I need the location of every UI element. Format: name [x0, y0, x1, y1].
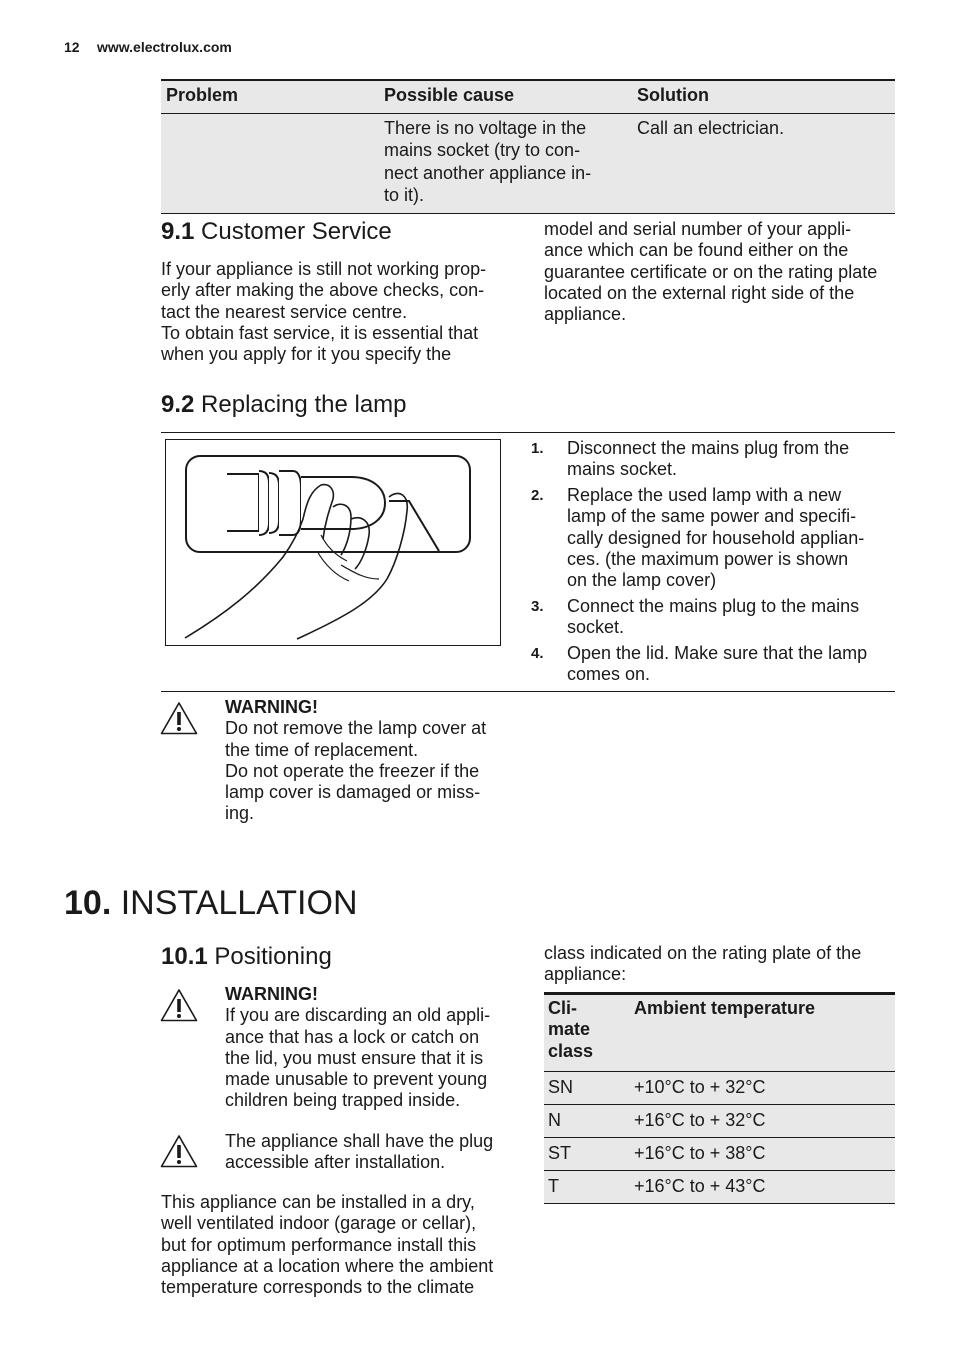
customer-service-text-left: [161, 259, 521, 365]
text-line: If you are discarding an old appli-: [225, 1005, 491, 1026]
text-line: ces. (the maximum power is shown: [567, 548, 849, 569]
section-number: 9.2: [161, 391, 195, 418]
text-line: There is no voltage in the: [384, 118, 587, 138]
section-number: 10.1: [161, 943, 208, 970]
website-url: www.electrolux.com: [97, 39, 232, 55]
cell-cause: [384, 117, 624, 206]
text-line: appliance:: [544, 964, 627, 985]
text-line: appliance at a location where the ambient: [161, 1255, 494, 1276]
text-line: This appliance can be installed in a dry,: [161, 1192, 475, 1212]
warning-triangle-icon: [160, 701, 198, 735]
text-line: ance that has a lock or catch on: [225, 1026, 480, 1047]
text-line: Cli-: [548, 998, 577, 1018]
text-line: cally designed for household applian-: [567, 527, 865, 548]
chapter-title: INSTALLATION: [120, 884, 358, 922]
cell-class: T: [548, 1176, 559, 1196]
text-line: appliance.: [544, 304, 627, 325]
text-line: model and serial number of your appli-: [544, 219, 852, 239]
list-item: [531, 596, 891, 639]
text-line: class indicated on the rating plate of the: [544, 943, 862, 963]
text-line: nect another appliance in-: [384, 162, 592, 183]
text-line: To obtain fast service, it is essential that: [161, 322, 479, 343]
text-line: mains socket.: [567, 459, 678, 480]
text-line: on the lamp cover): [567, 570, 717, 591]
section-heading-10-1: [161, 943, 332, 971]
text-line: the time of replacement.: [225, 739, 419, 760]
cell-class: SN: [548, 1077, 574, 1097]
text-line: located on the external right side of the: [544, 282, 855, 303]
text-line: erly after making the above checks, con-: [161, 280, 485, 301]
section-rule: [161, 691, 895, 692]
text-line: Open the lid. Make sure that the lamp: [567, 643, 868, 664]
column-header-climate-class: [548, 998, 593, 1062]
text-line: Replace the used lamp with a new: [567, 485, 842, 506]
chapter-number: 10.: [64, 884, 112, 922]
section-number: 9.1: [161, 218, 195, 245]
lamp-replacement-illustration: [165, 439, 501, 646]
step-number: 2.: [531, 487, 544, 505]
text-line: mate: [548, 1019, 591, 1040]
text-line: comes on.: [567, 664, 651, 685]
list-item: [531, 643, 891, 686]
plug-note: [225, 1131, 525, 1174]
cell-temperature: +10°C to + 32°C: [634, 1077, 766, 1097]
list-item: [531, 438, 891, 481]
text-line: children being trapped inside.: [225, 1090, 461, 1111]
column-header-problem: Problem: [166, 85, 239, 105]
text-line: lamp of the same power and specifi-: [567, 506, 857, 527]
warning-triangle-icon: [160, 988, 198, 1022]
caution-triangle-icon: [160, 1134, 198, 1168]
warning-title: WARNING!: [225, 697, 318, 717]
section-title: Replacing the lamp: [201, 391, 407, 418]
column-header-ambient-temperature: Ambient temperature: [634, 998, 816, 1018]
column-header-cause: Possible cause: [384, 85, 515, 105]
table-header-row: [161, 81, 895, 114]
positioning-warning: [225, 984, 525, 1112]
warning-title: WARNING!: [225, 984, 318, 1004]
page-number: 12: [64, 39, 80, 55]
section-heading-9-2: [161, 391, 407, 419]
cell-solution: Call an electrician.: [637, 118, 785, 138]
section-rule: [161, 432, 895, 433]
text-line: class: [548, 1040, 594, 1061]
step-number: 3.: [531, 598, 544, 616]
replacement-steps-list: [531, 438, 891, 690]
cell-class: N: [548, 1110, 561, 1130]
step-number: 4.: [531, 645, 544, 663]
text-line: to it).: [384, 184, 425, 205]
text-line: mains socket (try to con-: [384, 140, 581, 161]
text-line: but for optimum performance install this: [161, 1234, 477, 1255]
text-line: tact the nearest service centre.: [161, 301, 408, 322]
cell-temperature: +16°C to + 38°C: [634, 1143, 766, 1163]
text-line: Connect the mains plug to the mains: [567, 596, 860, 617]
step-number: 1.: [531, 440, 544, 457]
text-line: Do not remove the lamp cover at: [225, 718, 487, 739]
chapter-heading: [64, 884, 358, 923]
text-line: lamp cover is damaged or miss-: [225, 782, 481, 803]
text-line: temperature corresponds to the climate: [161, 1277, 475, 1298]
section-title: Positioning: [214, 943, 332, 970]
text-line: ing.: [225, 803, 255, 824]
text-line: The appliance shall have the plug: [225, 1131, 494, 1151]
column-header-solution: Solution: [637, 85, 709, 105]
lamp-warning: [225, 697, 525, 825]
cell-temperature: +16°C to + 43°C: [634, 1176, 766, 1196]
cell-temperature: +16°C to + 32°C: [634, 1110, 766, 1130]
text-line: If your appliance is still not working prop-: [161, 259, 487, 279]
section-title: Customer Service: [201, 218, 392, 245]
positioning-text-left: [161, 1192, 521, 1298]
positioning-text-right: [544, 943, 904, 986]
text-line: made unusable to prevent young: [225, 1069, 488, 1090]
text-line: well ventilated indoor (garage or cellar),: [161, 1213, 477, 1234]
text-line: socket.: [567, 617, 625, 638]
text-line: guarantee certificate or on the rating plate: [544, 261, 878, 282]
text-line: ance which can be found either on the: [544, 240, 849, 261]
text-line: when you apply for it you specify the: [161, 344, 452, 365]
customer-service-text-right: [544, 219, 904, 325]
list-item: [531, 485, 891, 591]
text-line: Disconnect the mains plug from the: [567, 438, 850, 458]
cell-class: ST: [548, 1143, 572, 1163]
text-line: the lid, you must ensure that it is: [225, 1047, 484, 1068]
section-heading-9-1: [161, 218, 392, 246]
text-line: accessible after installation.: [225, 1152, 446, 1173]
text-line: Do not operate the freezer if the: [225, 760, 480, 781]
